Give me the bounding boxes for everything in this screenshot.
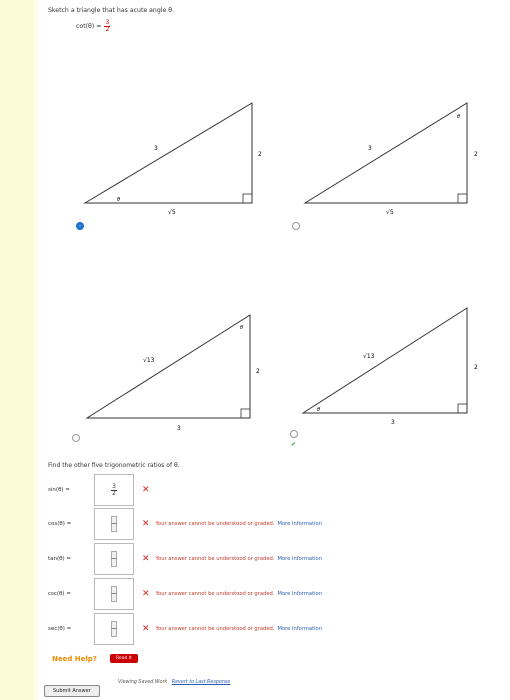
sin-denominator: 2 (112, 489, 116, 497)
csc-more-info-link[interactable]: More Information (277, 591, 323, 597)
radio-option-c[interactable] (72, 434, 80, 442)
radio-option-a[interactable] (76, 222, 84, 230)
triangle-d-hyp-label: √13 (363, 353, 375, 360)
triangle-c-hyp-label: √13 (143, 357, 155, 364)
tan-empty-slot[interactable] (111, 551, 117, 567)
triangle-c-vert-label: 2 (256, 368, 260, 375)
triangle-d-vert-label: 2 (474, 364, 478, 371)
triangle-a-vert-label: 2 (258, 151, 262, 158)
given-numerator: 3 (105, 19, 110, 26)
csc-incorrect-icon: ✕ (142, 589, 150, 599)
triangle-b-base-label: √5 (386, 209, 394, 216)
find-instructions: Find the other five trigonometric ratios of θ. (48, 462, 180, 469)
question-prompt: Sketch a triangle that has acute angle θ. (48, 7, 175, 14)
given-denominator: 2 (105, 26, 110, 33)
triangle-option-a[interactable] (85, 103, 262, 216)
triangle-b-vert-label: 2 (474, 151, 478, 158)
csc-error-message: Your answer cannot be understood or graded. (155, 591, 275, 597)
cos-incorrect-icon: ✕ (142, 519, 150, 529)
csc-empty-slot[interactable] (111, 586, 117, 602)
triangle-option-b[interactable] (305, 103, 478, 216)
ratio-row-csc (48, 578, 322, 610)
ratio-row-sec (48, 613, 322, 645)
read-it-button[interactable]: Read It (110, 654, 138, 663)
triangle-c-base-label: 3 (177, 425, 181, 432)
sin-answer-fraction (111, 484, 117, 497)
submit-answer-button[interactable]: Submit Answer (44, 685, 100, 697)
sec-empty-slot[interactable] (111, 621, 117, 637)
ratio-row-cos (48, 508, 322, 540)
csc-answer-box[interactable] (94, 578, 134, 610)
tan-answer-box[interactable] (94, 543, 134, 575)
sec-answer-box[interactable] (94, 613, 134, 645)
ratio-row-tan (48, 543, 322, 575)
triangle-option-c[interactable] (87, 315, 260, 432)
sin-numerator: 3 (112, 482, 116, 490)
sin-answer-box[interactable] (94, 474, 134, 506)
triangle-a-base-label: √5 (168, 209, 176, 216)
radio-option-b[interactable] (292, 222, 300, 230)
correct-check-icon: ✔ (291, 441, 297, 448)
triangle-a-angle-label: θ (117, 197, 121, 203)
sin-label: sin(θ) = (48, 487, 70, 493)
triangle-option-d[interactable] (303, 308, 478, 426)
sec-label: sec(θ) = (48, 626, 72, 632)
tan-label: tan(θ) = (48, 556, 72, 562)
tan-incorrect-icon: ✕ (142, 554, 150, 564)
tan-more-info-link[interactable]: More Information (277, 556, 323, 562)
triangle-b-hyp-label: 3 (368, 145, 372, 152)
viewing-saved-work (118, 680, 230, 685)
cos-label: cos(θ) = (48, 521, 72, 527)
viewing-saved-text: Viewing Saved Work (118, 680, 168, 685)
sec-error-message: Your answer cannot be understood or graded. (155, 626, 275, 632)
triangle-d-base-label: 3 (391, 419, 395, 426)
triangle-b-angle-label: θ (457, 114, 461, 120)
need-help-label: Need Help? (52, 655, 97, 663)
ratio-row-sin (48, 474, 150, 506)
csc-label: csc(θ) = (48, 591, 71, 597)
triangle-a-hyp-label: 3 (154, 145, 158, 152)
cos-more-info-link[interactable]: More Information (277, 521, 323, 527)
sec-incorrect-icon: ✕ (142, 624, 150, 634)
cos-empty-slot[interactable] (111, 516, 117, 532)
triangle-c-angle-label: θ (240, 325, 244, 331)
cos-answer-box[interactable] (94, 508, 134, 540)
sin-incorrect-icon: ✕ (142, 485, 150, 495)
tan-error-message: Your answer cannot be understood or graded. (155, 556, 275, 562)
given-lhs: cot(θ) = (76, 23, 102, 30)
triangle-d-angle-label: θ (317, 407, 321, 413)
sec-more-info-link[interactable]: More Information (277, 626, 323, 632)
revert-link[interactable]: Revert to Last Response (171, 680, 231, 685)
cos-error-message: Your answer cannot be understood or graded. (155, 521, 275, 527)
radio-option-d[interactable] (290, 430, 298, 438)
